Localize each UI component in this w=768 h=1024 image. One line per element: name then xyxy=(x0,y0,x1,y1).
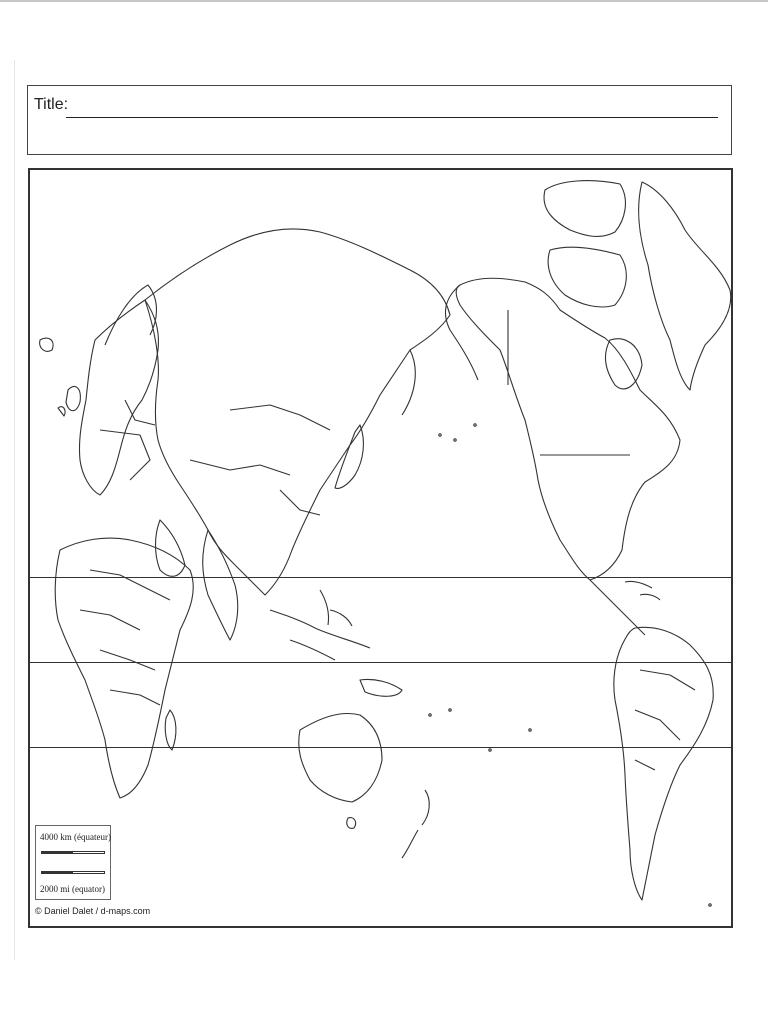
greenland-outline xyxy=(639,182,731,390)
central-america-outline xyxy=(590,580,645,635)
title-write-line[interactable] xyxy=(66,117,718,118)
tropic-of-capricorn-line xyxy=(30,747,731,748)
scale-legend xyxy=(35,825,111,900)
south-america-outline xyxy=(614,627,713,900)
australia-outline xyxy=(299,713,382,802)
scale-km-bar xyxy=(41,851,105,854)
india-outline xyxy=(203,530,238,640)
paper-edge xyxy=(0,0,768,2)
europe-outline xyxy=(79,300,158,495)
scale-mi-label: 2000 mi (equator) xyxy=(40,884,105,894)
equator-line xyxy=(30,662,731,663)
world-map xyxy=(28,168,733,928)
north-america-outline xyxy=(456,278,680,580)
arctic-islands-outline xyxy=(544,181,625,237)
scale-km-label: 4000 km (équateur) xyxy=(40,832,111,842)
title-label: Title: xyxy=(34,96,69,113)
map-credit: © Daniel Dalet / d-maps.com xyxy=(35,906,151,916)
paper-margin xyxy=(14,60,15,960)
japan-outline xyxy=(335,425,363,488)
tropic-of-cancer-line xyxy=(30,577,731,578)
scale-mi-bar xyxy=(41,871,105,874)
title-box xyxy=(27,85,732,155)
world-map-outline xyxy=(30,170,733,928)
